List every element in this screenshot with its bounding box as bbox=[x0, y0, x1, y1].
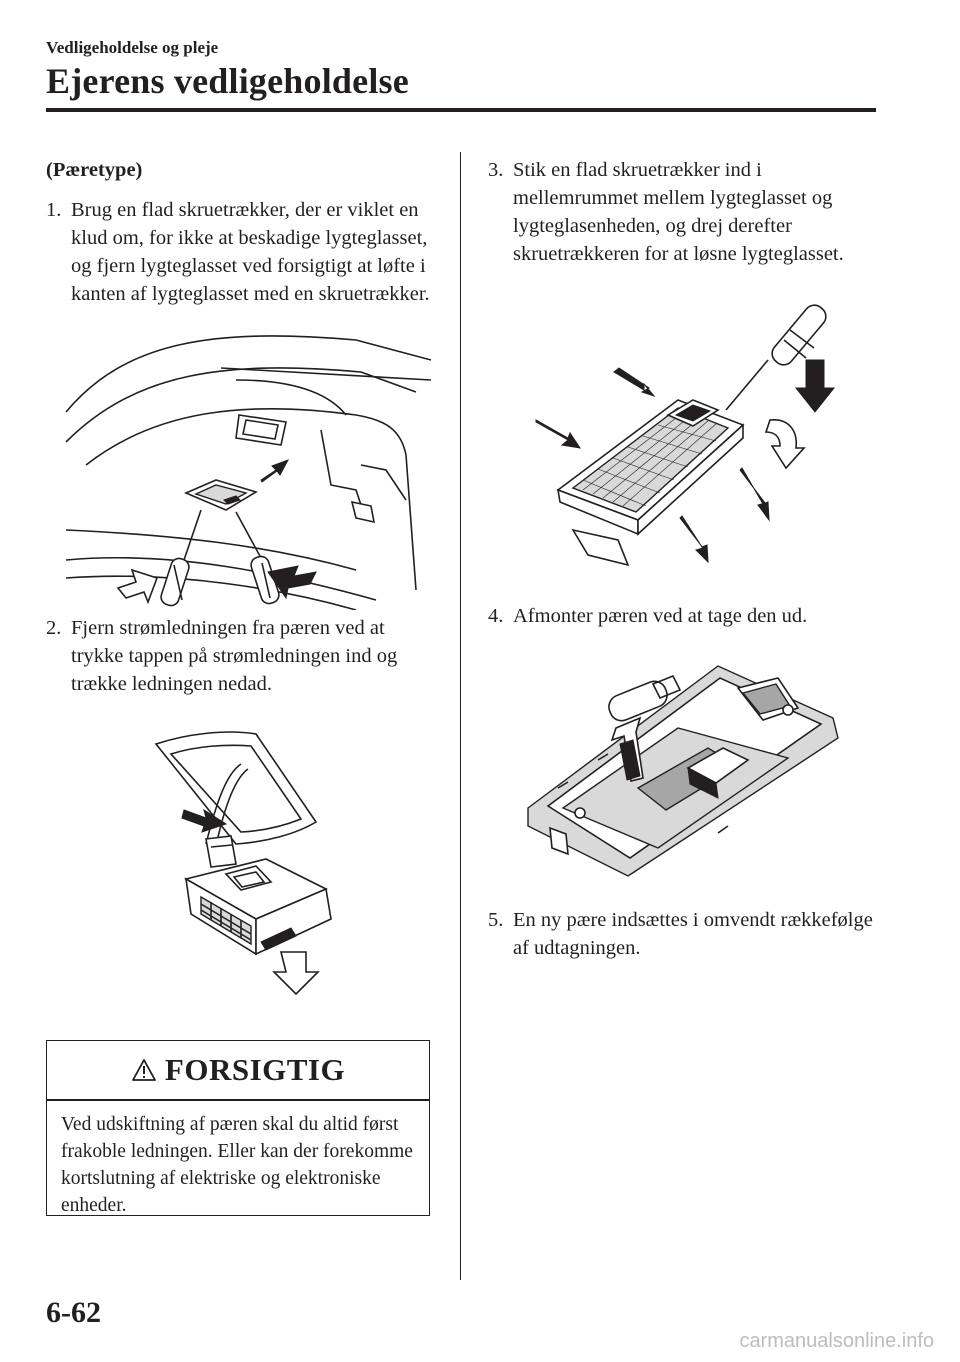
left-column bbox=[46, 150, 432, 1004]
caution-header bbox=[47, 1041, 429, 1099]
step-number: 4. bbox=[488, 605, 504, 627]
step-text: Brug en flad skruetrækker, der er viklet en klud om, for ikke at beskadige lygteglasset, og fjern lygteglasset ved forsigtigt at løfte i kanten af lygteglasset med en skruetrækker. bbox=[71, 199, 430, 305]
step-number: 2. bbox=[46, 617, 62, 639]
page-title: Ejerens vedligeholdelse bbox=[46, 61, 409, 101]
figure-remove-bulb bbox=[488, 648, 888, 898]
step-number: 3. bbox=[488, 159, 504, 181]
caution-title: FORSIGTIG bbox=[164, 1052, 346, 1087]
figure-pry-lens bbox=[488, 290, 888, 590]
step-number: 1. bbox=[46, 199, 62, 221]
step-2 bbox=[46, 614, 432, 698]
caution-text: Ved udskiftning af pæren skal du altid først frakoble ledningen. Eller kan der forekomme kortslutning af elektriske og elektroniske enheder. bbox=[61, 1113, 413, 1216]
page-number: 6-62 bbox=[46, 1296, 101, 1329]
step-1 bbox=[46, 196, 432, 308]
step-3 bbox=[488, 156, 888, 268]
caution-box bbox=[46, 1040, 430, 1216]
step-4 bbox=[488, 602, 888, 630]
column-divider bbox=[460, 152, 461, 1280]
step-text: Afmonter pæren ved at tage den ud. bbox=[513, 605, 808, 627]
step-text: En ny pære indsættes i omvendt rækkefølge af udtagningen. bbox=[513, 909, 873, 959]
step-text: Fjern strømledningen fra pæren ved at trykke tappen på strømledningen ind og trække ledningen nedad. bbox=[71, 617, 398, 695]
step-text: Stik en flad skruetrækker ind i mellemrummet mellem lygteglasset og lygteglasenheden, og drej derefter skruetrækkeren for at løsne lygteglasset. bbox=[513, 159, 844, 265]
step-number: 5. bbox=[488, 909, 504, 931]
figure-disconnect-wire bbox=[56, 714, 442, 1004]
section-label: Vedligeholdelse og pleje bbox=[46, 38, 219, 57]
warning-triangle-icon bbox=[131, 1058, 157, 1082]
step-5 bbox=[488, 906, 888, 962]
title-rule bbox=[46, 108, 876, 112]
right-column bbox=[488, 150, 888, 962]
watermark: carmanualsonline.info bbox=[739, 1330, 934, 1352]
figure-remove-lens bbox=[56, 320, 442, 610]
subheading-bulb-type: (Pæretype) bbox=[46, 159, 143, 181]
